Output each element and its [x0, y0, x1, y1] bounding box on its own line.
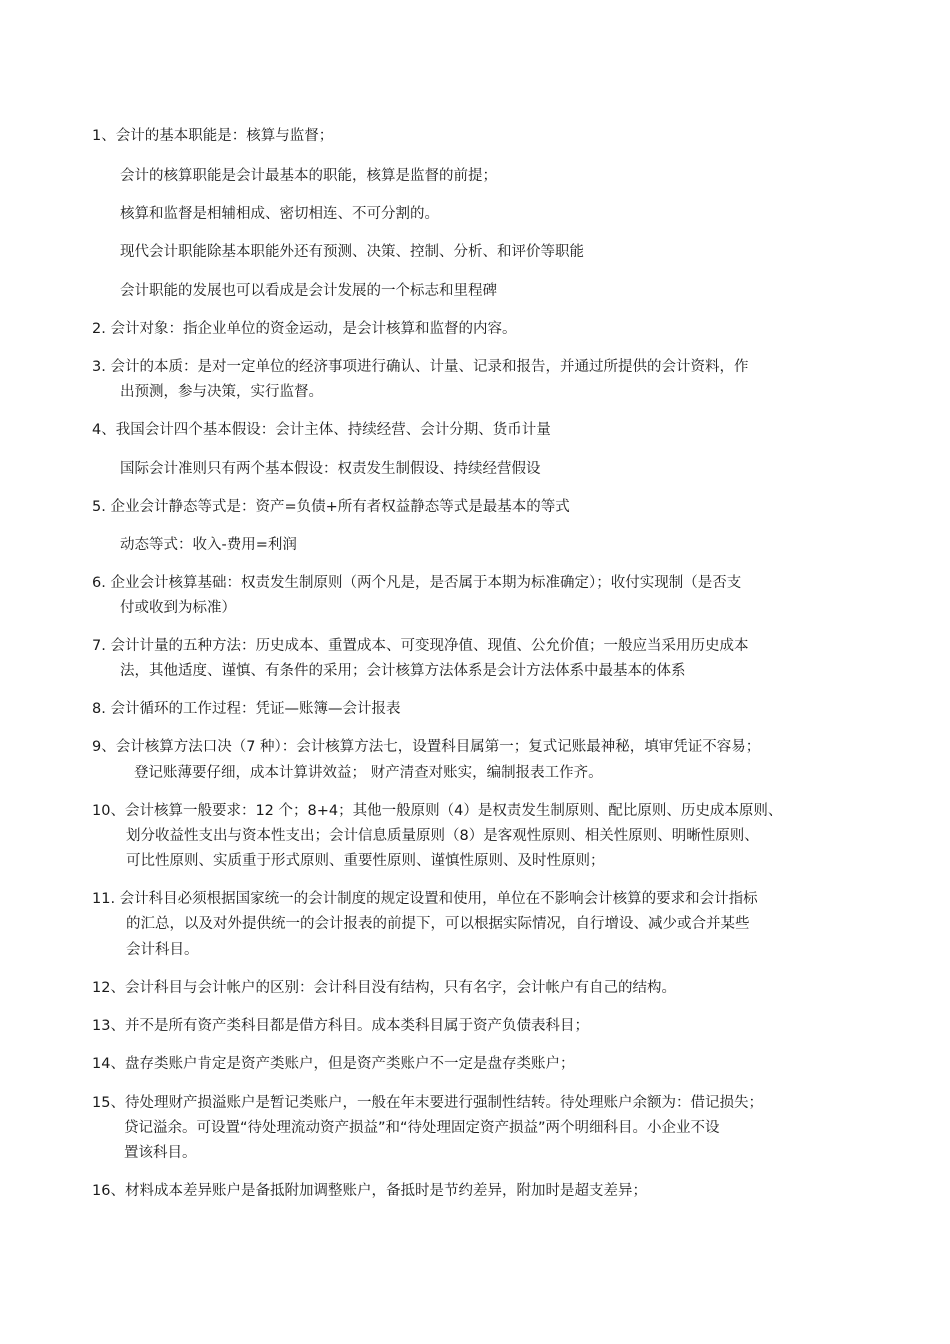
- item-14-line-1: 14、盘存类账户肯定是资产类账户，但是资产类账户不一定是盘存类账户；: [92, 1056, 575, 1072]
- item-11-line-2: 的汇总，以及对外提供统一的会计报表的前提下，可以根据实际情况，自行增设、减少或合并某些: [126, 916, 750, 932]
- item-1-sub-1: 会计的核算职能是会计最基本的职能，核算是监督的前提；: [120, 168, 497, 184]
- item-9-line-1: 9、会计核算方法口决（7 种）：会计核算方法七，设置科目属第一；复式记账最神秘，填审凭证不容易；: [92, 739, 761, 755]
- item-7-line-2: 法，其他适度、谨慎、有条件的采用；会计核算方法体系是会计方法体系中最基本的体系: [120, 663, 686, 679]
- item-1-sub-3: 现代会计职能除基本职能外还有预测、决策、控制、分析、和评价等职能: [120, 244, 584, 260]
- item-6-line-2: 付或收到为标准）: [120, 600, 236, 616]
- item-7-line-1: 7. 会计计量的五种方法：历史成本、重置成本、可变现净值、现值、公允价值；一般应当采用历史成本: [92, 638, 749, 654]
- item-9-line-2: 登记账薄要仔细，成本计算讲效益； 财产清查对账实，编制报表工作齐。: [134, 765, 603, 781]
- item-13-line-1: 13、并不是所有资产类科目都是借方科目。成本类科目属于资产负债表科目；: [92, 1018, 589, 1034]
- item-2-line-1: 2. 会计对象：指企业单位的资金运动，是会计核算和监督的内容。: [92, 321, 517, 337]
- item-8-line-1: 8. 会计循环的工作过程：凭证—账簿—会计报表: [92, 701, 401, 717]
- item-1-sub-2: 核算和监督是相辅相成、密切相连、不可分割的。: [120, 206, 439, 222]
- item-3-line-1: 3. 会计的本质：是对一定单位的经济事项进行确认、计量、记录和报告，并通过所提供的会计资料，作: [92, 359, 749, 375]
- item-6-line-1: 6. 企业会计核算基础：权责发生制原则（两个凡是，是否属于本期为标准确定）；收付实现制（是否支: [92, 575, 742, 591]
- item-1-line-1: 1、会计的基本职能是：核算与监督；: [92, 128, 334, 144]
- item-5-sub-1: 动态等式：收入-费用=利润: [120, 537, 297, 553]
- item-10-line-3: 可比性原则、实质重于形式原则、重要性原则、谨慎性原则、及时性原则；: [126, 853, 605, 869]
- item-11-line-1: 11. 会计科目必须根据国家统一的会计制度的规定设置和使用，单位在不影响会计核算的要求和会计指标: [92, 891, 758, 907]
- item-12-line-1: 12、会计科目与会计帐户的区别：会计科目没有结构，只有名字，会计帐户有自己的结构。: [92, 980, 676, 996]
- item-10-line-2: 划分收益性支出与资本性支出；会计信息质量原则（8）是客观性原则、相关性原则、明晰性原则、: [126, 828, 759, 844]
- item-1-sub-4: 会计职能的发展也可以看成是会计发展的一个标志和里程碑: [120, 283, 497, 299]
- item-15-line-3: 置该科目。: [124, 1145, 197, 1161]
- item-10-line-1: 10、会计核算一般要求：12 个；8+4；其他一般原则（4）是权责发生制原则、配比原则、历史成本原则、: [92, 803, 783, 819]
- item-15-line-2: 贷记溢余。可设置“待处理流动资产损益”和“待处理固定资产损益”两个明细科目。小企业不设: [124, 1120, 720, 1136]
- item-4-sub-1: 国际会计准则只有两个基本假设：权责发生制假设、持续经营假设: [120, 461, 541, 477]
- item-5-line-1: 5. 企业会计静态等式是：资产=负债+所有者权益静态等式是最基本的等式: [92, 499, 570, 515]
- item-15-line-1: 15、待处理财产损溢账户是暂记类账户，一般在年末要进行强制性结转。待处理账户余额为：借记损失；: [92, 1095, 763, 1111]
- item-16-line-1: 16、材料成本差异账户是备抵附加调整账户，备抵时是节约差异，附加时是超支差异；: [92, 1183, 647, 1199]
- item-3-line-2: 出预测，参与决策，实行监督。: [120, 384, 323, 400]
- item-11-line-3: 会计科目。: [126, 942, 199, 958]
- item-4-line-1: 4、我国会计四个基本假设：会计主体、持续经营、会计分期、货币计量: [92, 422, 551, 438]
